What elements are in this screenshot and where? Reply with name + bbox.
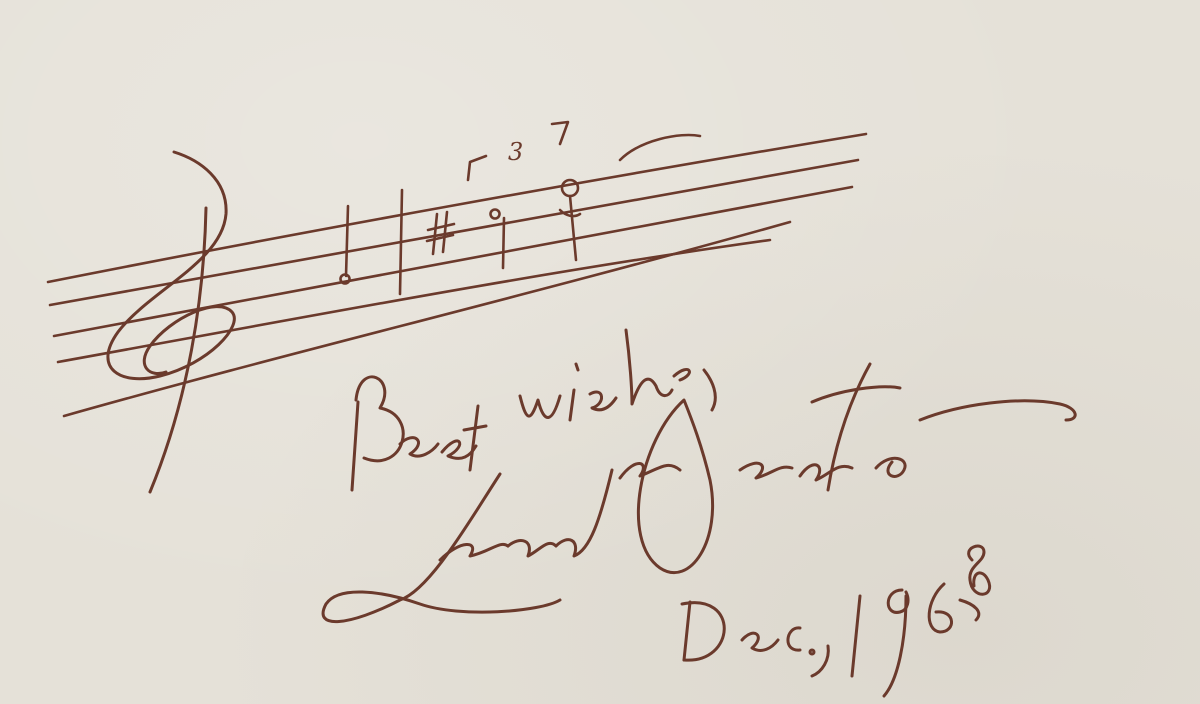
greeting-text bbox=[0, 0, 1, 1]
treble-clef-icon bbox=[108, 152, 234, 492]
notes-group bbox=[341, 122, 581, 294]
tuplet-seven-stroke bbox=[552, 122, 568, 144]
note-head-2 bbox=[491, 210, 500, 219]
tuplet-bracket bbox=[468, 156, 486, 180]
note-stem-2 bbox=[503, 218, 504, 268]
staff-line-5 bbox=[64, 222, 790, 416]
note-stem-1 bbox=[346, 206, 348, 276]
greeting-handwriting bbox=[352, 330, 689, 490]
note-stem-3 bbox=[570, 196, 576, 260]
note-head-3 bbox=[562, 180, 578, 196]
bar-line bbox=[400, 190, 402, 294]
staff-flourish bbox=[620, 135, 700, 160]
signature-handwriting bbox=[323, 364, 1075, 622]
tuplet-mark-3: 3 bbox=[508, 138, 524, 166]
date-handwriting bbox=[682, 546, 990, 696]
